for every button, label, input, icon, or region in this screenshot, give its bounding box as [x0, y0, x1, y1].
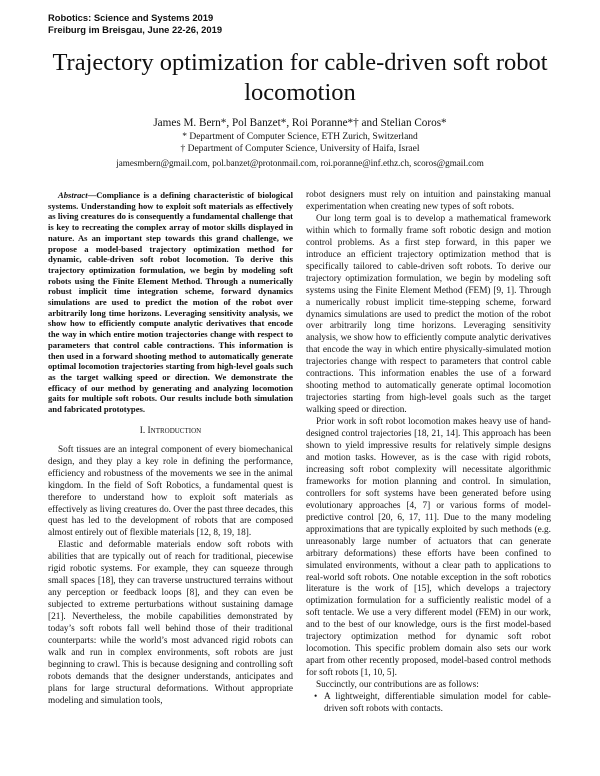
paragraph: robot designers must rely on intuition and painstaking manual experimentation when creating new types of soft robots. — [306, 190, 551, 212]
abstract — [48, 190, 293, 415]
venue-line-1: Robotics: Science and Systems 2019 — [48, 12, 214, 23]
title-line-2: locomotion — [244, 79, 356, 106]
left-column — [48, 190, 293, 708]
paragraph: Elastic and deformable materials endow soft robots with abilities that are typically out of reach for traditional, piecewise rigid robotic systems. For example, they can squeeze through small spaces [18], they can traverse unstructured terrains without any perception or feedback loops [8], and they can even be subjected to extreme perturbations without sustaining damage [21]. Nevertheless, the mobile capabilities demonstrated by today’s soft robots fall well behind those of their traditional counterparts: while the world’s most advanced rigid robots can walk and run in complex environments, soft robots are just beginning to crawl. This is because designing and controlling soft robots demands that the designer understands, anticipates and plans for large structural deformations. Without appropriate modeling and simulation tools, — [48, 540, 293, 706]
affiliation-1: * Department of Computer Science, ETH Zurich, Switzerland — [182, 132, 418, 142]
affiliation-2: † Department of Computer Science, University of Haifa, Israel — [180, 144, 420, 154]
authors: James M. Bern*, Pol Banzet*, Roi Poranne*† and Stelian Coros* — [153, 117, 447, 129]
title-line-1: Trajectory optimization for cable-driven soft robot — [52, 49, 548, 76]
contributions-list — [306, 692, 551, 716]
list-item: • A lightweight, differentiable simulation model for cable-driven soft robots with contacts. — [314, 692, 551, 716]
venue-line-2: Freiburg im Breisgau, June 22-26, 2019 — [48, 24, 223, 35]
paragraph: Our long term goal is to develop a mathematical framework within which to formally frame soft robotic design and motion control problems. As a first step forward, in this paper we introduce an efficient trajectory optimization method that is specifically tailored to cable-driven soft robots. To derive our trajectory optimization formulation, we begin by modeling soft systems using the Finite Element Method (FEM) [9, 1]. Through a numerically robust implicit time-stepping scheme, forward dynamics simulations are used to predict the motion of the robot over arbitrarily long time horizons. Leveraging sensitivity analysis, we show how to efficiently compute analytic derivatives that encode the way in which entire physically-simulated motion trajectories change with respect to parameters that control cable contractions. This information enables the use of a forward shooting method to automatically generate optimal locomotion trajectories starting from high-level goals such as the target walking speed or direction. — [306, 213, 551, 416]
right-column — [306, 190, 551, 716]
paper-title — [0, 48, 600, 108]
paragraph: Soft tissues are an integral component of every biomechanical design, and they play a key role in defining the performance, efficiency and robustness of the movements we see in the animal kingdom. In the field of Soft Robotics, a fundamental quest is therefore to understand how to exploit soft materials as effectively as living creatures do. Over the past three decades, this quest has led to the development of robots that are composed almost entirely out of flexible materials [12, 8, 19, 18]. — [48, 444, 293, 539]
abstract-text: Compliance is a defining characteristic of biological systems. Understanding how to exploit soft materials as effectively as living creatures do is consequently a fundamental challenge that is key to recreating the complex array of motor skills displayed in nature. As an important step towards this grand challenge, we propose a model-based trajectory optimization method for dynamic, cable-driven soft robot locomotion. To derive this trajectory optimization formulation, we begin by modeling soft robots using the Finite Element Method. Through a numerically robust implicit time integration scheme, forward dynamics simulations are used to predict the motion of the robot over arbitrarily long time horizons. Leveraging sensitivity analysis, we show how to efficiently compute analytic derivatives that encode the way in which entire motion trajectories change with respect to parameters that control cable contractions. This information is then used in a forward shooting method to automatically generate optimal locomotion trajectories starting from high-level goals such as the target walking speed or direction. We demonstrate the efficacy of our method by generating and analyzing locomotion gaits for multiple soft robots. Our results include both simulation and fabricated prototypes. — [48, 190, 293, 415]
abstract-label: Abstract— — [58, 190, 97, 200]
paragraph: Succinctly, our contributions are as follows: — [316, 680, 479, 691]
paragraph: Prior work in soft robot locomotion makes heavy use of hand-designed control trajectories [18, 21, 14]. This approach has been shown to yield impressive results for relatively simple designs and motion tasks. However, as is the case with rigid robots, increasing soft robot complexity will necessitate algorithmic frameworks for motion planning and control. In simulation, controllers for soft systems have been generated before using evolutionary approaches [4, 7] or various forms of model-predictive control [20, 6, 17, 11]. Due to the many modeling approximations that are typically exploited by such methods (e.g. unreasonably large number of actuators that can generate arbitrary deformations) these efforts have been confined to simulated environments, without a clear path to applications to real-world soft robots. One notable exception in the soft robotics literature is the work of [15], which develops a trajectory optimization formulation for a sufficiently realistic model of a soft tentacle. We use a very different model (FEM) in our work, and to the best of our knowledge, ours is the first model-based trajectory optimization method for dynamic soft robot locomotion. This specific problem domain also sets our work apart from other recently proposed, model-based control methods for soft robots [1, 10, 5]. — [306, 417, 551, 679]
venue-header — [48, 12, 222, 36]
section-heading-introduction: I. Introduction — [139, 425, 202, 436]
author-emails: jamesmbern@gmail.com, pol.banzet@protonmail.com, roi.poranne@inf.ethz.ch, scoros@gmail.com — [116, 158, 484, 168]
